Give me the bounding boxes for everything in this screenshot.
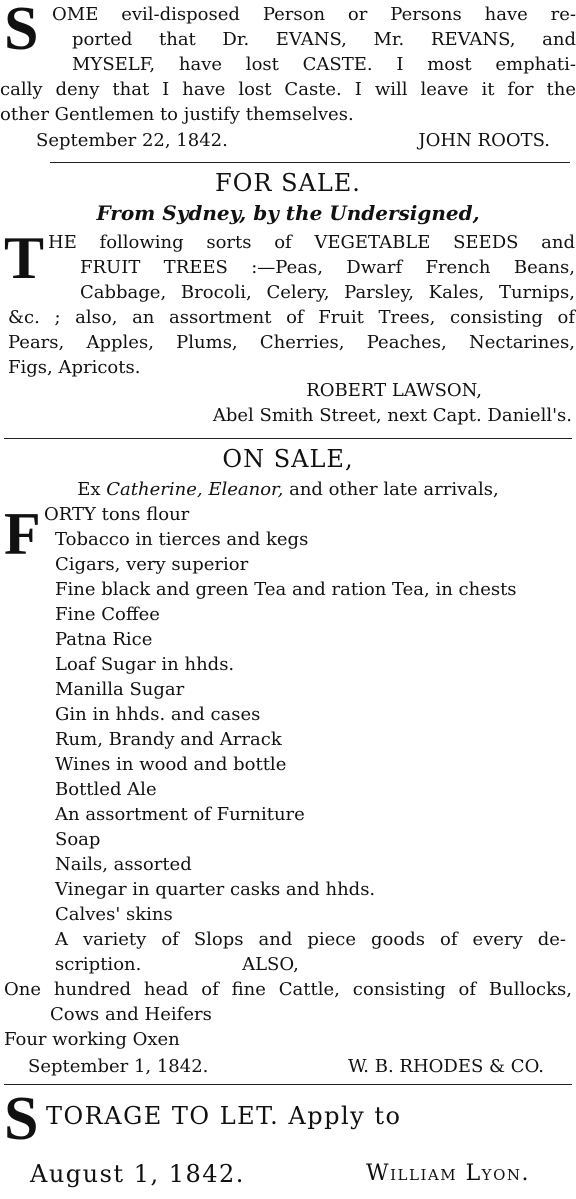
for-sale-line-5: Pears, Apples, Plums, Cherries, Peaches, Nectarines, <box>8 332 575 353</box>
for-sale-address: Abel Smith Street, next Capt. Daniell's. <box>212 405 572 426</box>
storage-ad <box>0 1085 576 1198</box>
slops-line-2: scription. ALSO, <box>55 954 299 975</box>
slops-line-1: A variety of Slops and piece goods of every de- <box>55 929 566 950</box>
caste-notice <box>0 2 576 152</box>
caste-signature: JOHN ROOTS. <box>418 130 550 151</box>
caste-line-5: other Gentlemen to justify themselves. <box>0 104 354 125</box>
ship-eleanor: Eleanor, <box>208 479 284 500</box>
for-sale-signature: ROBERT LAWSON, <box>306 380 482 401</box>
goods-list <box>55 527 517 927</box>
ship-catherine: Catherine, <box>106 479 203 500</box>
divider <box>50 162 570 163</box>
caste-date: September 22, 1842. <box>36 130 228 151</box>
list-item: Manilla Sugar <box>55 679 185 700</box>
storage-date: August 1, 1842. <box>30 1160 245 1188</box>
on-sale-ad <box>0 444 576 1084</box>
caste-line-3: MYSELF, have lost CASTE. I most emphati- <box>72 54 576 75</box>
oxen-line: Four working Oxen <box>4 1029 180 1050</box>
list-item: ORTY tons flour <box>44 504 190 525</box>
list-item: Vinegar in quarter casks and hhds. <box>55 879 376 900</box>
dropcap-t: T <box>4 225 45 291</box>
list-item: Bottled Ale <box>55 779 157 800</box>
caste-line-1: OME evil-disposed Person or Persons have re- <box>52 4 576 25</box>
storage-signature: William Lyon. <box>366 1161 530 1186</box>
for-sale-line-6: Figs, Apricots. <box>8 357 141 378</box>
for-sale-subheading: From Sydney, by the Undersigned, <box>96 201 480 225</box>
also-label: ALSO, <box>242 954 299 975</box>
cattle-line-2: Cows and Heifers <box>50 1004 212 1025</box>
list-item: Calves' skins <box>55 904 173 925</box>
on-sale-date: September 1, 1842. <box>28 1056 209 1077</box>
list-item: Nails, assorted <box>55 854 192 875</box>
list-item: Fine Coffee <box>55 604 160 625</box>
list-item: Wines in wood and bottle <box>55 754 287 775</box>
list-item: Fine black and green Tea and ration Tea, in chests <box>55 579 517 600</box>
dropcap-s: S <box>4 0 39 63</box>
for-sale-ad <box>0 168 576 428</box>
storage-text: TORAGE TO LET. Apply to <box>46 1102 402 1130</box>
for-sale-line-1: HE following sorts of VEGETABLE SEEDS and <box>48 232 575 253</box>
caste-line-4: cally deny that I have lost Caste. I will leave it for the <box>0 79 576 100</box>
list-item: Cigars, very superior <box>55 554 249 575</box>
dropcap-s-storage: S <box>4 1085 39 1153</box>
list-item: Tobacco in tierces and kegs <box>55 529 309 550</box>
on-sale-signature: W. B. RHODES & CO. <box>347 1056 544 1077</box>
for-sale-line-2: FRUIT TREES :—Peas, Dwarf French Beans, <box>80 257 575 278</box>
cattle-line-1: One hundred head of fine Cattle, consisting of Bullocks, <box>4 979 572 1000</box>
list-item: Gin in hhds. and cases <box>55 704 261 725</box>
list-item: Rum, Brandy and Arrack <box>55 729 282 750</box>
divider <box>4 1084 572 1085</box>
dropcap-f: F <box>4 501 41 567</box>
for-sale-line-4: &c. ; also, an assortment of Fruit Trees, consisting of <box>8 307 575 328</box>
divider <box>4 438 572 439</box>
for-sale-heading: FOR SALE. <box>215 169 361 197</box>
list-item: Loaf Sugar in hhds. <box>55 654 235 675</box>
list-item: An assortment of Furniture <box>55 804 305 825</box>
list-item: Patna Rice <box>55 629 153 650</box>
on-sale-heading: ON SALE, <box>222 445 354 473</box>
for-sale-line-3: Cabbage, Brocoli, Celery, Parsley, Kales, Turnips, <box>80 282 575 303</box>
caste-line-2: ported that Dr. EVANS, Mr. REVANS, and <box>72 29 576 50</box>
on-sale-subheading: Ex Catherine, Eleanor, and other late arrivals, <box>77 479 499 500</box>
list-item: Soap <box>55 829 101 850</box>
